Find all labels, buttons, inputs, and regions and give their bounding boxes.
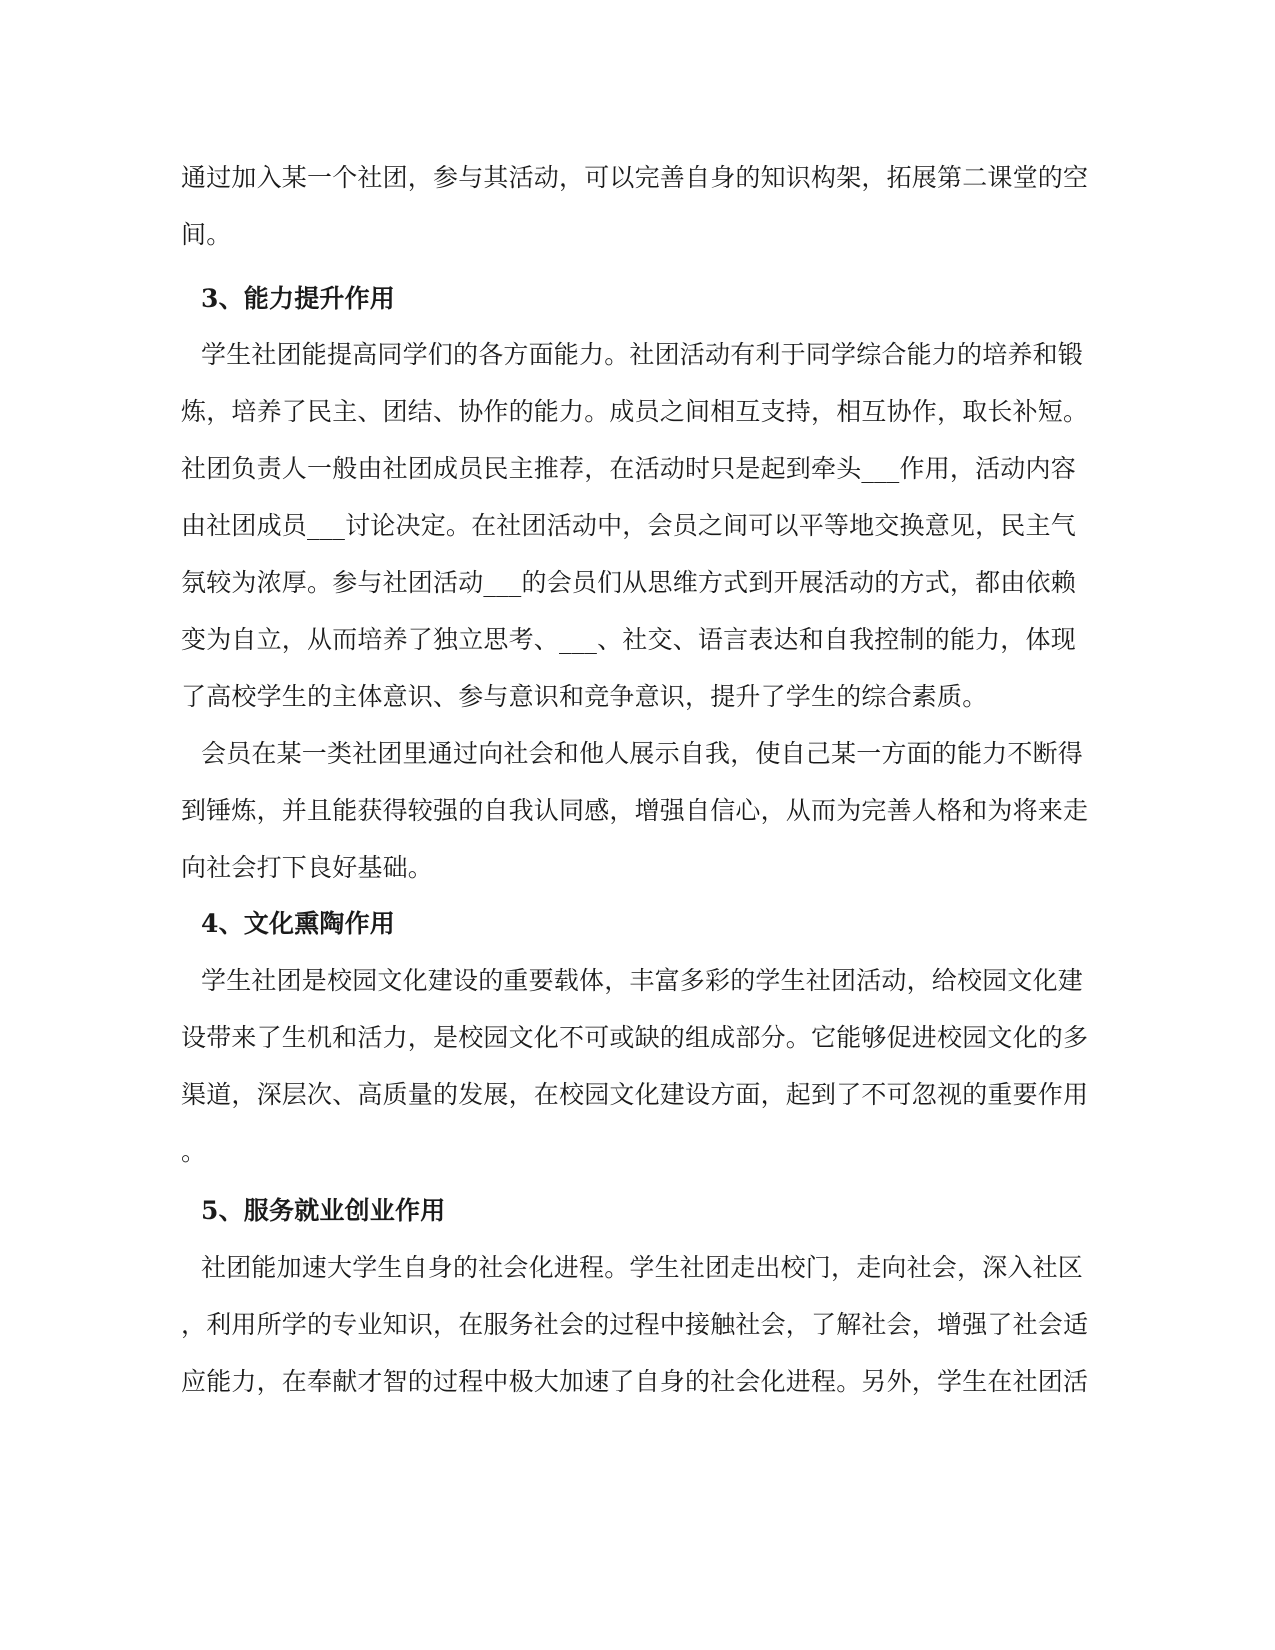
text-line: 到锤炼，并且能获得较强的自我认同感，增强自信心，从而为完善人格和为将来走 <box>181 796 1089 825</box>
text-line: 渠道，深层次、高质量的发展，在校园文化建设方面，起到了不可忽视的重要作用 <box>181 1080 1089 1109</box>
text-line: 社团能加速大学生自身的社会化进程。学生社团走出校门，走向社会，深入社区 <box>201 1253 1084 1282</box>
text-line: 炼，培养了民主、团结、协作的能力。成员之间相互支持，相互协作，取长补短。 <box>181 397 1089 426</box>
text-line: 。 <box>181 1137 207 1166</box>
section-heading: 4、文化熏陶作用 <box>201 909 395 938</box>
text-line: 学生社团能提高同学们的各方面能力。社团活动有利于同学综合能力的培养和锻 <box>201 340 1084 369</box>
text-line: 向社会打下良好基础。 <box>181 853 434 882</box>
text-line: 社团负责人一般由社团成员民主推荐，在活动时只是起到牵头___作用，活动内容 <box>181 454 1076 483</box>
text-line: 由社团成员___讨论决定。在社团活动中，会员之间可以平等地交换意见，民主气 <box>181 511 1076 540</box>
text-line: 学生社团是校园文化建设的重要载体，丰富多彩的学生社团活动，给校园文化建 <box>201 966 1084 995</box>
text-line: 设带来了生机和活力，是校园文化不可或缺的组成部分。它能够促进校园文化的多 <box>181 1023 1089 1052</box>
text-line: 通过加入某一个社团，参与其活动，可以完善自身的知识构架，拓展第二课堂的空 <box>181 163 1089 192</box>
text-line: 间。 <box>181 220 232 249</box>
text-line: 变为自立，从而培养了独立思考、___、社交、语言表达和自我控制的能力，体现 <box>181 625 1076 654</box>
text-line: 应能力，在奉献才智的过程中极大加速了自身的社会化进程。另外，学生在社团活 <box>181 1367 1089 1396</box>
text-line: ，利用所学的专业知识，在服务社会的过程中接触社会，了解社会，增强了社会适 <box>181 1310 1089 1339</box>
text-line: 会员在某一类社团里通过向社会和他人展示自我，使自己某一方面的能力不断得 <box>201 739 1084 768</box>
section-heading: 5、服务就业创业作用 <box>201 1196 446 1225</box>
text-line: 了高校学生的主体意识、参与意识和竞争意识，提升了学生的综合素质。 <box>181 682 988 711</box>
text-line: 氛较为浓厚。参与社团活动___的会员们从思维方式到开展活动的方式，都由依赖 <box>181 568 1076 597</box>
section-heading: 3、能力提升作用 <box>201 284 395 313</box>
